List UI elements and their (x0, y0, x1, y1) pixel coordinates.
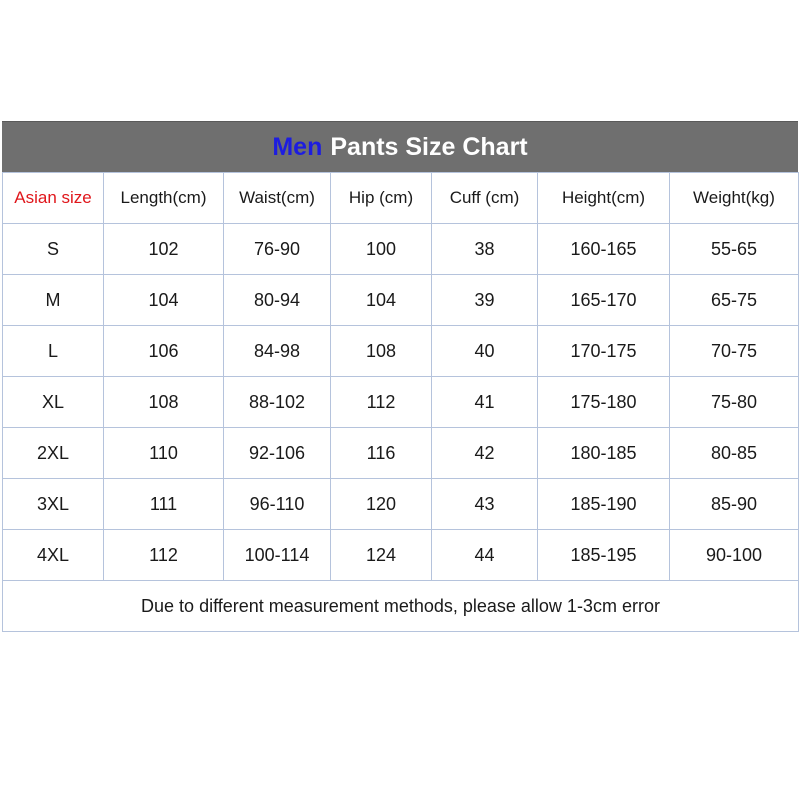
table-cell: 4XL (3, 530, 104, 581)
table-cell: 44 (432, 530, 538, 581)
table-cell: 3XL (3, 479, 104, 530)
table-cell: 76-90 (224, 224, 331, 275)
table-body (3, 224, 799, 581)
table-cell: 85-90 (670, 479, 799, 530)
header-height: Height(cm) (538, 173, 670, 224)
table-cell: 96-110 (224, 479, 331, 530)
table-row (3, 530, 799, 581)
header-asian-size: Asian size (3, 173, 104, 224)
header-hip: Hip (cm) (331, 173, 432, 224)
table-cell: 2XL (3, 428, 104, 479)
table-cell: 38 (432, 224, 538, 275)
table-cell: 111 (104, 479, 224, 530)
table-cell: 84-98 (224, 326, 331, 377)
table-cell: 160-165 (538, 224, 670, 275)
table-cell: 116 (331, 428, 432, 479)
table-cell: 112 (104, 530, 224, 581)
measurement-note: Due to different measurement methods, please allow 1-3cm error (3, 581, 799, 632)
table-cell: 88-102 (224, 377, 331, 428)
table-cell: 70-75 (670, 326, 799, 377)
table-cell: 108 (104, 377, 224, 428)
table-cell: 92-106 (224, 428, 331, 479)
table-row (3, 479, 799, 530)
table-cell: 100-114 (224, 530, 331, 581)
header-cuff: Cuff (cm) (432, 173, 538, 224)
table-cell: 43 (432, 479, 538, 530)
note-row (3, 581, 799, 632)
table-cell: 104 (104, 275, 224, 326)
table-cell: 39 (432, 275, 538, 326)
header-row (3, 173, 799, 224)
table-cell: 106 (104, 326, 224, 377)
header-waist: Waist(cm) (224, 173, 331, 224)
table-cell: XL (3, 377, 104, 428)
table-cell: 185-190 (538, 479, 670, 530)
table-cell: 42 (432, 428, 538, 479)
table-cell: 65-75 (670, 275, 799, 326)
table-cell: 102 (104, 224, 224, 275)
table-cell: 124 (331, 530, 432, 581)
table-cell: 100 (331, 224, 432, 275)
size-chart (2, 121, 798, 632)
table-cell: 185-195 (538, 530, 670, 581)
table-cell: 108 (331, 326, 432, 377)
table-cell: 55-65 (670, 224, 799, 275)
table-cell: M (3, 275, 104, 326)
header-weight: Weight(kg) (670, 173, 799, 224)
table-cell: 80-94 (224, 275, 331, 326)
table-row (3, 326, 799, 377)
table-cell: S (3, 224, 104, 275)
table-cell: 104 (331, 275, 432, 326)
table-cell: 80-85 (670, 428, 799, 479)
table-cell: 165-170 (538, 275, 670, 326)
chart-title-bar (2, 121, 798, 172)
table-row (3, 275, 799, 326)
table-row (3, 224, 799, 275)
table-cell: 170-175 (538, 326, 670, 377)
table-row (3, 428, 799, 479)
title-highlight: Men (272, 132, 323, 161)
title-text: Pants Size Chart (330, 132, 528, 161)
table-row (3, 377, 799, 428)
table-cell: 180-185 (538, 428, 670, 479)
table-cell: 75-80 (670, 377, 799, 428)
table-cell: 175-180 (538, 377, 670, 428)
table-cell: 40 (432, 326, 538, 377)
table-cell: 41 (432, 377, 538, 428)
size-table (2, 172, 799, 632)
header-length: Length(cm) (104, 173, 224, 224)
table-cell: 90-100 (670, 530, 799, 581)
table-cell: 112 (331, 377, 432, 428)
table-cell: L (3, 326, 104, 377)
table-cell: 120 (331, 479, 432, 530)
table-cell: 110 (104, 428, 224, 479)
